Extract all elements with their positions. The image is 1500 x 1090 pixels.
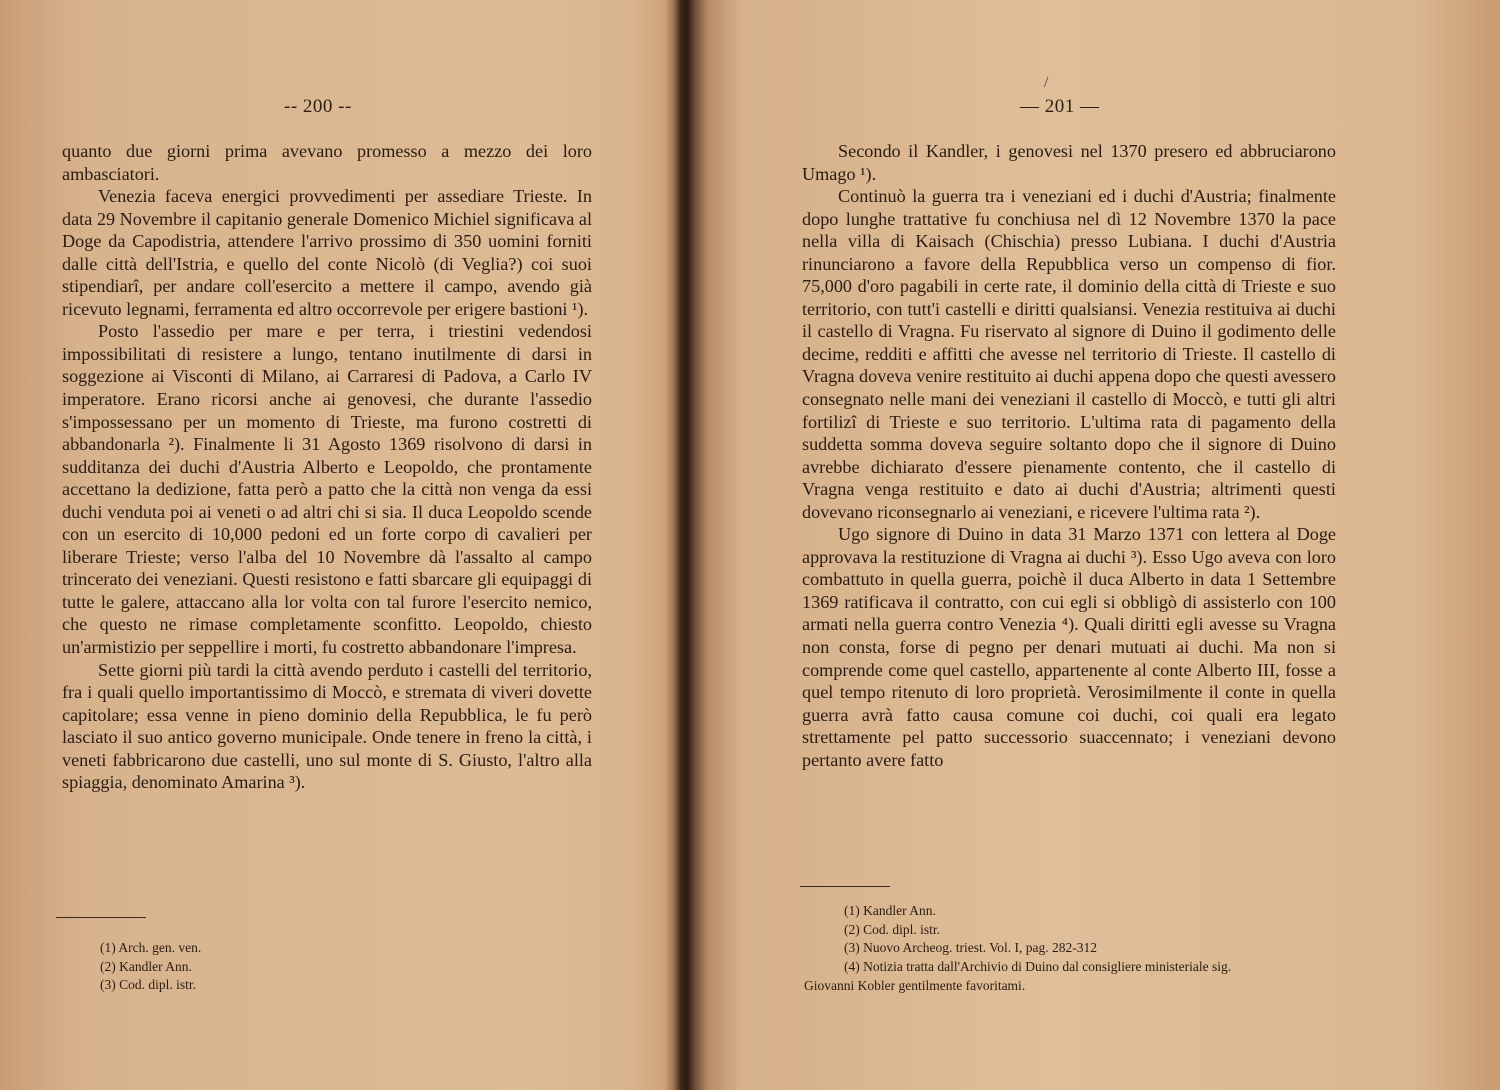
footnote-rule: [800, 886, 890, 887]
footnote: (3) Cod. dipl. istr.: [100, 977, 197, 993]
left-page: [0, 0, 680, 1090]
paragraph: Venezia faceva energici provvedimenti per assediare Trieste. In data 29 Novembre il capitanio generale Domenico Michiel significava al Doge da Capodistria, attendere l'arrivo prossimo di 350 uomini forniti dalle città dell'Istria, e quello del conte Nicolò (di Veglia?) coi suoi stipendiarî, per andare coll'esercito a mettere il campo, avendo già ricevuto legnami, ferramenta ed altro occorrevole per erigere bastioni ¹).: [62, 186, 592, 319]
paragraph: Secondo il Kandler, i genovesi nel 1370 presero ed abbruciarono Umago ¹).: [802, 141, 1336, 184]
paragraph: quanto due giorni prima avevano promesso a mezzo dei loro ambasciatori.: [62, 141, 592, 184]
footnote-rule: [56, 917, 146, 918]
footnote: (2) Kandler Ann.: [100, 958, 192, 974]
footnotes: [100, 939, 520, 995]
page-number: — 201 —: [1020, 96, 1100, 117]
body-text: [62, 140, 592, 794]
pencil-mark: /: [1044, 74, 1049, 91]
body-text: [802, 140, 1336, 771]
footnote-continuation: Giovanni Kobler gentilmente favoritami.: [804, 977, 1026, 993]
page-number: -- 200 --: [284, 96, 352, 117]
footnote: (2) Cod. dipl. istr.: [844, 921, 941, 937]
footnote: (4) Notizia tratta dall'Archivio di Duino dal consigliere ministeriale sig.: [844, 959, 1232, 975]
footnote: (3) Nuovo Archeog. triest. Vol. I, pag. 282-312: [844, 940, 1097, 956]
paragraph: Continuò la guerra tra i veneziani ed i duchi d'Austria; finalmente dopo lunghe trattative fu conchiusa nel dì 12 Novembre 1370 la pace nella villa di Kaisach (Chischia) presso Lubiana. I duchi d'Austria rinunciarono a favore della Repubblica verso un compenso di fior. 75,000 d'oro pagabili in certe rate, il dominio della città di Trieste e suo territorio, con tutt'i castelli e diritti qualsiansi. Venezia restituiva ai duchi il castello di Vragna. Fu riservato al signore di Duino il godimento delle decime, redditi e affitti che avesse nel territorio di Trieste. Il castello di Vragna doveva venire restituito ai duchi appena dopo che questi avessero consegnato nelle mani dei veneziani il castello di Moccò, e tutti gli altri fortilizî di Trieste e suo territorio. L'ultima rata di pagamento della suddetta somma doveva seguire soltanto dopo che il signore di Duino avrebbe dichiarato d'essere pienamente contento, che il castello di Vragna venga restituito e dato ai duchi d'Austria; altrimenti questi dovevano riconsegnarlo ai veneziani, e ricevere l'ultima rata ²).: [802, 186, 1336, 522]
right-page: [690, 0, 1500, 1090]
paragraph: Posto l'assedio per mare e per terra, i triestini vedendosi impossibilitati di resistere a lungo, tentano inutilmente di darsi in soggezione ai Visconti di Milano, ai Carraresi di Padova, a Carlo IV imperatore. Erano ricorsi anche ai genovesi, che durante l'assedio s'impossessano per un momento di Trieste, ma furono costretti di abbandonarla ²). Finalmente li 31 Agosto 1369 risolvono di darsi in sudditanza dei duchi d'Austria Alberto e Leopoldo, che prontamente accettano la dedizione, fatta però a patto che la città non venga da essi duchi venduta poi ai veneti o ad altri chi si sia. Il duca Leopoldo scende con un esercito di 10,000 pedoni ed un forte corpo di cavalieri per liberare Trieste; verso l'alba del 10 Novembre dà l'assalto al campo trincerato dei veneziani. Questi resistono e fatti sbarcare gli equipaggi di tutte le galere, attaccano alla lor volta con tal furore l'esercito nemico, che questo ne rimase completamente sconfitto. Leopoldo, chiesto un'armistizio per seppellire i morti, fu costretto abbandonare l'impresa.: [62, 321, 592, 658]
paragraph: Ugo signore di Duino in data 31 Marzo 1371 con lettera al Doge approvava la restituzione di Vragna ai duchi ³). Esso Ugo aveva con loro combattuto in quella guerra, poichè il duca Alberto in data 1 Settembre 1369 ratificava il contratto, con cui egli si obbligò di assisterlo con 100 armati nella guerra contro Venezia ⁴). Quali diritti egli avesse su Vragna non consta, forse di pegno per denari mutuati ai duchi. Ma non si comprende come quel castello, appartenente al conte Alberto III, fosse a quel tempo ritenuto di loro proprietà. Verosimilmente il conte in quella guerra avrà fatto causa comune coi duchi, coi quali era legato strettamente pel patto successorio suaccennato; i veneziani devono pertanto avere fatto: [802, 524, 1336, 770]
paragraph: Sette giorni più tardi la città avendo perduto i castelli del territorio, fra i quali quello importantissimo di Moccò, e stremata di viveri dovette capitolare; essa venne in pieno dominio della Repubblica, le fu però lasciato il suo antico governo municipale. Onde tenere in freno la città, i veneti fabbricarono due castelli, uno sul monte di S. Giusto, l'altro alla spiaggia, denominato Amarina ³).: [62, 659, 592, 793]
footnotes: [804, 902, 1344, 996]
footnote: (1) Arch. gen. ven.: [100, 940, 202, 955]
footnote: (1) Kandler Ann.: [844, 903, 936, 918]
